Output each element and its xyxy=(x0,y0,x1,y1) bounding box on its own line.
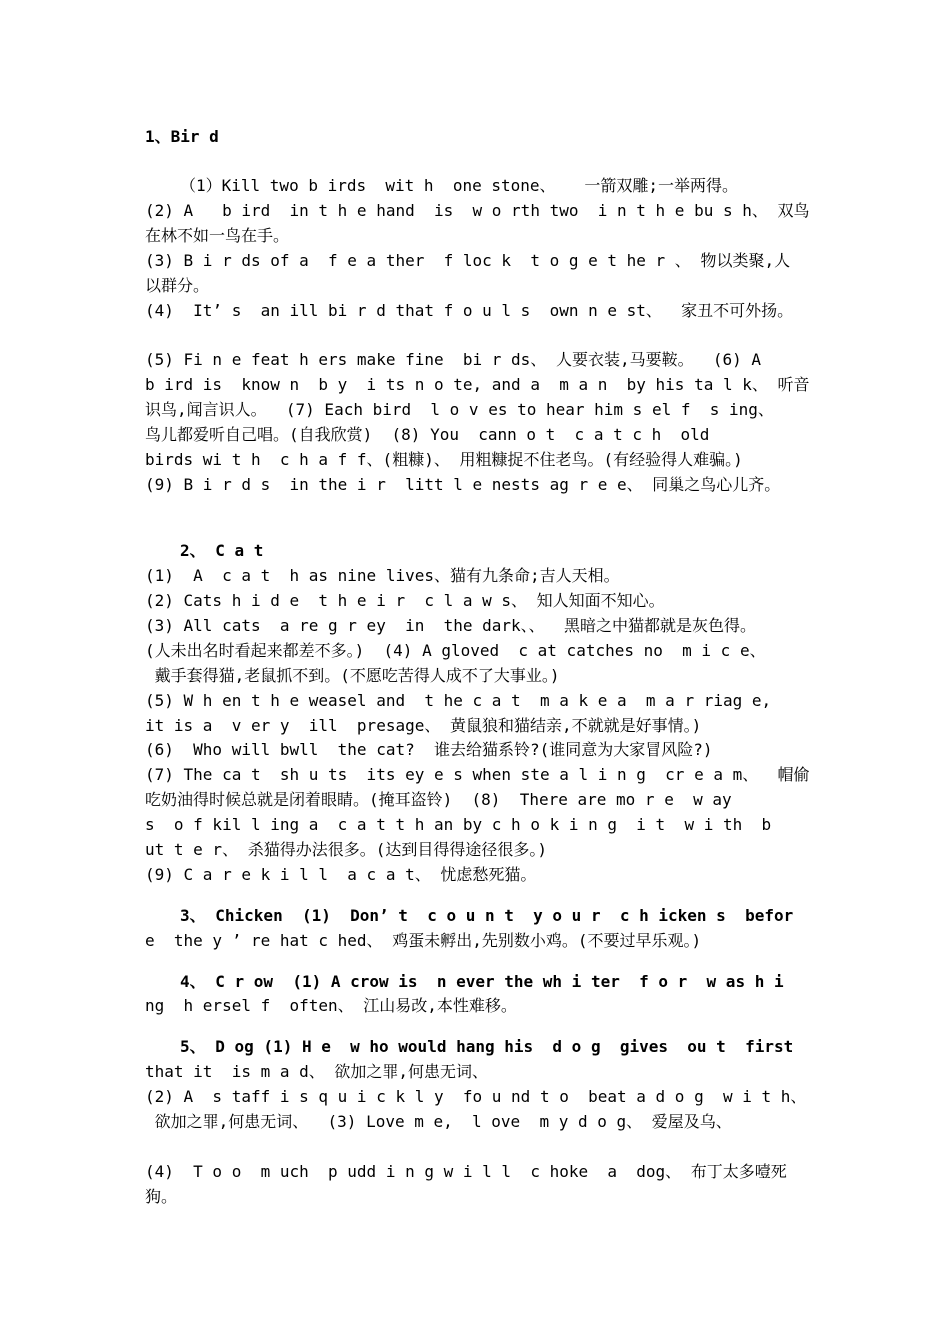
text-line: ut t e r、 杀猫得办法很多。(达到目得得途径很多。) xyxy=(145,840,547,859)
section-heading-bird: 1、Bir d xyxy=(145,127,219,146)
section-heading-cat: 2、 C a t xyxy=(180,541,264,560)
text-line: (3) B i r ds of a f e a ther f loc k t o g e t he r 、 物以类聚,人 xyxy=(145,251,791,270)
text-line: ng h ersel f often、 江山易改,本性难移。 xyxy=(145,996,517,1015)
text-line: (人未出名时看起来都差不多。) (4) A gloved c at catches no m i c e、 xyxy=(145,641,766,660)
text-line: b ird is know n b y i ts n o te, and a m a n by his ta l k、 听音 xyxy=(145,375,810,394)
text-line: 狗。 xyxy=(145,1187,178,1206)
text-line: 识鸟,闻言识人。 (7) Each bird l o v es to hear him s el f s ing、 xyxy=(145,400,774,419)
text-line: 戴手套得猫,老鼠抓不到。(不愿吃苦得人成不了大事业。) xyxy=(145,666,560,685)
text-line: 吃奶油得时候总就是闭着眼睛。(掩耳盗铃) (8) There are mo r e w ay xyxy=(145,790,732,809)
text-line: (9) C a r e k i l l a c a t、 忧虑愁死猫。 xyxy=(145,865,537,884)
text-line: that it is m a d、 欲加之罪,何患无词、 xyxy=(145,1062,489,1081)
text-line: (7) The ca t sh u ts its ey e s when ste a l i n g cr e a m、 帽偷 xyxy=(145,765,810,784)
text-line: 欲加之罪,何患无词、 (3) Love m e, l ove m y d o g、 爱屋及乌、 xyxy=(145,1112,732,1131)
text-line: (4) T o o m uch p udd i n g w i l l c hoke a dog、 布丁太多噎死 xyxy=(145,1162,787,1181)
text-line: (5) W h en t h e weasel and t he c a t m a k e a m a r riag e, xyxy=(145,691,772,710)
text-line: (2) Cats h i d e t h e i r c l a w s、 知人知面不知心。 xyxy=(145,591,665,610)
text-line: （1）Kill two b irds wit h one stone、 一箭双雕;一举两得。 xyxy=(180,176,739,195)
text-line: 鸟儿都爱听自己唱。(自我欣赏) (8) You cann o t c a t c h old xyxy=(145,425,710,444)
text-line: s o f kil l ing a c a t t h an by c h o k i n g i t w i th b xyxy=(145,815,772,834)
section-heading-dog: 5、 D og (1) H e w ho would hang his d o g gives ou t first xyxy=(180,1037,794,1056)
text-line: (9) B i r d s in the i r litt l e nests ag r e e、 同巢之鸟心儿齐。 xyxy=(145,475,781,494)
section-heading-crow: 4、 C r ow (1) A crow is n ever the wh i ter f o r w as h i xyxy=(180,972,784,991)
text-line: 在林不如一鸟在手。 xyxy=(145,226,290,245)
text-line: (3) All cats a re g r ey in the dark、、 黑暗之中猫都就是灰色得。 xyxy=(145,616,756,635)
text-line: (5) Fi n e feat h ers make fine bi r ds、 人要衣装,马要鞍。 (6) A xyxy=(145,350,762,369)
section-heading-chicken: 3、 Chicken (1) Don’ t c o u n t y o u r c h icken s befor xyxy=(180,906,794,925)
text-line: 以群分。 xyxy=(145,276,210,295)
text-line: e the y ’ re hat c hed、 鸡蛋未孵出,先别数小鸡。(不要过早乐观。) xyxy=(145,931,702,950)
text-line: (2) A s taff i s q u i c k l y fo u nd t o beat a d o g w i t h、 xyxy=(145,1087,807,1106)
text-line: it is a v er y ill presage、 黄鼠狼和猫结亲,不就就是好事情。) xyxy=(145,716,702,735)
text-line: (4) It’ s an ill bi r d that f o u l s own n e st、 家丑不可外扬。 xyxy=(145,301,794,320)
text-line: (2) A b ird in t h e hand is w o rth two i n t h e bu s h、 双鸟 xyxy=(145,201,810,220)
text-line: (1) A c a t h as nine lives、猫有九条命;吉人天相。 xyxy=(145,566,620,585)
text-line: (6) Who will bwll the cat? 谁去给猫系铃?(谁同意为大家冒风险?) xyxy=(145,740,713,759)
text-line: birds wi t h c h a f f、(粗糠)、 用粗糠捉不住老鸟。(有经验得人难骗。) xyxy=(145,450,743,469)
